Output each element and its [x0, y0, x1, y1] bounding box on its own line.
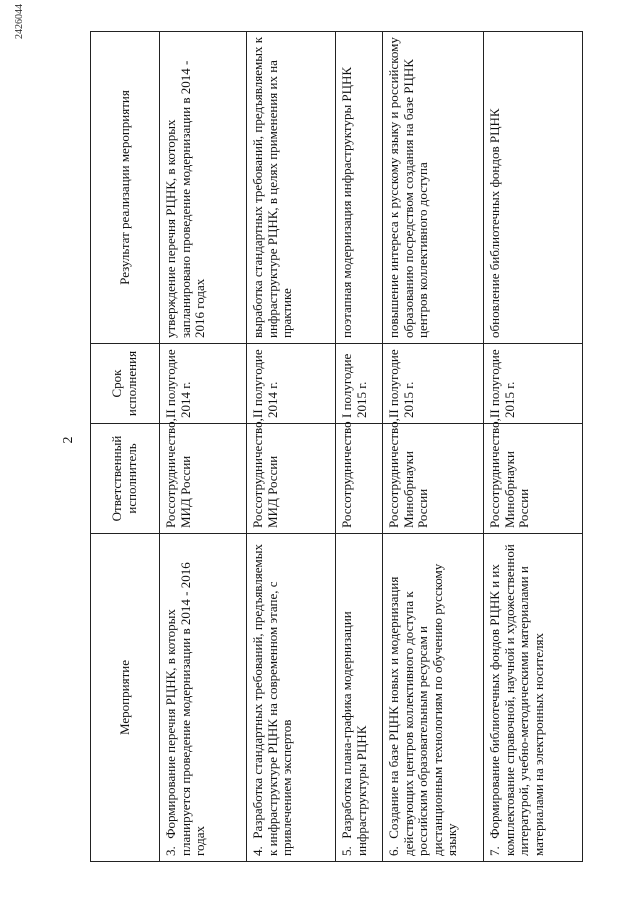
executor-cell: Россотрудничество, МИД России: [160, 424, 247, 534]
events-table: [90, 31, 583, 862]
document-id: 2426044: [14, 4, 25, 39]
result-cell: повышение интереса к русскому языку и российскому образованию посредством создания на базе РЦНК центров коллективного доступа: [383, 32, 484, 344]
event-cell: [247, 534, 336, 862]
row-number: 6.: [386, 846, 401, 856]
header-deadline: Срок исполнения: [91, 344, 160, 424]
result-cell: утверждение перечня РЦНК, в которых запланировано проведение модернизации в 2014 - 2016 годах: [160, 32, 247, 344]
result-cell: поэтапная модернизация инфраструктуры РЦНК: [336, 32, 383, 344]
deadline-cell: II полугодие 2014 г.: [247, 344, 336, 424]
table-row: [160, 32, 247, 862]
deadline-cell: II полугодие 2015 г.: [383, 344, 484, 424]
table-header-row: [91, 32, 160, 862]
event-text: Разработка стандартных требований, предъявляемых к инфраструктуре РЦНК на современном этапе, с привлечением экспертов: [250, 544, 295, 856]
table-row: [336, 32, 383, 862]
executor-cell: Россотрудничество, МИД России: [247, 424, 336, 534]
table-row: [247, 32, 336, 862]
event-cell: [160, 534, 247, 862]
header-result: Результат реализации мероприятия: [91, 32, 160, 344]
event-cell: [484, 534, 583, 862]
event-text: Формирование библиотечных фондов РЦНК и их комплектование справочной, научной и художественной литературой, учебно-методическими материалами и материалами на электронных носителях: [487, 544, 546, 856]
deadline-cell: II полугодие 2014 г.: [160, 344, 247, 424]
executor-cell: Россотрудничество, Минобрнауки России: [383, 424, 484, 534]
table-row: [484, 32, 583, 862]
result-cell: выработка стандартных требований, предъявляемых к инфраструктуре РЦНК, в целях применения их на практике: [247, 32, 336, 344]
result-cell: обновление библиотечных фондов РЦНК: [484, 32, 583, 344]
event-cell: [383, 534, 484, 862]
row-number: 3.: [163, 846, 178, 856]
deadline-cell: II полугодие 2015 г.: [484, 344, 583, 424]
row-number: 5.: [339, 846, 354, 856]
deadline-cell: I полугодие 2015 г.: [336, 344, 383, 424]
event-cell: [336, 534, 383, 862]
table-row: [383, 32, 484, 862]
executor-cell: Россотрудничество, Минобрнауки России: [484, 424, 583, 534]
header-event: Мероприятие: [91, 534, 160, 862]
header-executor: Ответственный исполнитель: [91, 424, 160, 534]
row-number: 7.: [487, 846, 502, 856]
event-text: Формирование перечня РЦНК, в которых планируется проведение модернизации в 2014 - 2016 годах: [163, 562, 208, 856]
executor-cell: Россотрудничество: [336, 424, 383, 534]
event-text: Создание на базе РЦНК новых и модернизация действующих центров коллективного доступа к российским образовательным ресурсам и дистанционным технологиям по обучению русскому языку: [386, 563, 460, 856]
page-number: 2: [61, 436, 76, 444]
row-number: 4.: [250, 846, 265, 856]
event-text: Разработка плана-графика модернизации инфраструктуры РЦНК: [339, 611, 369, 856]
